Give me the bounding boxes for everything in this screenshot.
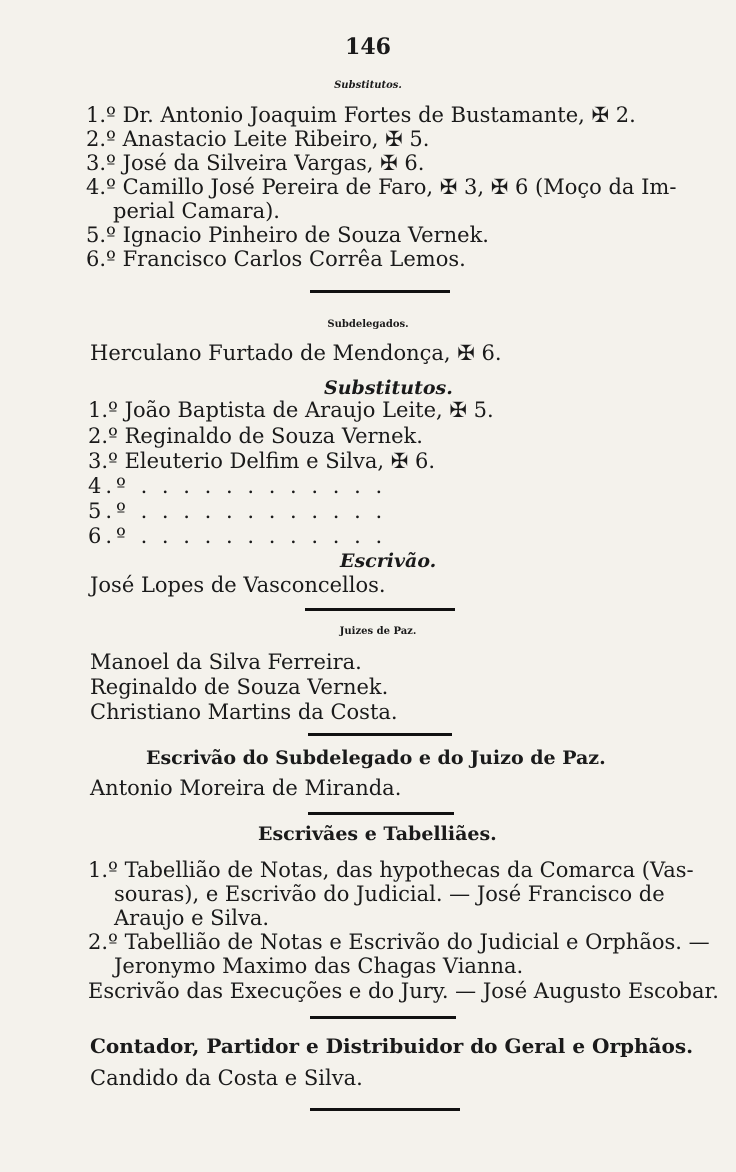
list-item: 6.º . . . . . . . . . . . . — [88, 524, 387, 548]
escrivaes-heading: Escrivães e Tabelliães. — [258, 823, 497, 845]
substitutos-heading: Substitutos. — [324, 377, 453, 399]
list-item: 2.º Tabellião de Notas e Escrivão do Judicial e Orphãos. — — [88, 930, 710, 954]
subdelegado-name: Herculano Furtado de Mendonça, ✠ 6. — [90, 341, 502, 365]
list-item: perial Camara). — [113, 199, 280, 223]
list-item: Reginaldo de Souza Vernek. — [90, 675, 389, 699]
section-divider — [305, 608, 455, 611]
escrivao-name: José Lopes de Vasconcellos. — [90, 573, 386, 597]
section-divider — [308, 733, 452, 736]
list-item: 2.º Anastacio Leite Ribeiro, ✠ 5. — [86, 127, 430, 151]
section-divider — [310, 1016, 456, 1019]
escrivao-subdelegado-heading: Escrivão do Subdelegado e do Juizo de Paz. — [146, 747, 606, 769]
list-item: 6.º Francisco Carlos Corrêa Lemos. — [86, 247, 466, 271]
list-item: Jeronymo Maximo das Chagas Vianna. — [114, 954, 524, 978]
list-item: 3.º José da Silveira Vargas, ✠ 6. — [86, 151, 425, 175]
list-item: 1.º Tabellião de Notas, das hypothecas da Comarca (Vas- — [88, 858, 694, 882]
escrivao-subdelegado-name: Antonio Moreira de Miranda. — [90, 776, 402, 800]
list-item: 1.º Dr. Antonio Joaquim Fortes de Bustamante, ✠ 2. — [86, 103, 636, 127]
contador-name: Candido da Costa e Silva. — [90, 1066, 363, 1090]
list-item: 2.º Reginaldo de Souza Vernek. — [88, 424, 423, 448]
substitutos-heading: Substitutos. — [334, 80, 402, 91]
list-item: 4.º . . . . . . . . . . . . — [88, 474, 387, 498]
list-item: 1.º João Baptista de Araujo Leite, ✠ 5. — [88, 398, 494, 422]
list-item: 4.º Camillo José Pereira de Faro, ✠ 3, ✠ 6 (Moço da Im- — [86, 175, 677, 199]
list-item: Christiano Martins da Costa. — [90, 700, 398, 724]
section-divider — [308, 812, 454, 815]
section-divider — [310, 1108, 460, 1111]
list-item: Manoel da Silva Ferreira. — [90, 650, 362, 674]
escrivao-heading: Escrivão. — [340, 550, 437, 572]
list-item: 3.º Eleuterio Delfim e Silva, ✠ 6. — [88, 449, 436, 473]
juizes-heading: Juizes de Paz. — [339, 626, 417, 637]
section-divider — [310, 290, 450, 293]
page-number: 146 — [345, 34, 391, 60]
list-item: Escrivão das Execuções e do Jury. — José Augusto Escobar. — [88, 979, 719, 1003]
subdelegados-heading: Subdelegados. — [327, 319, 409, 330]
list-item: souras), e Escrivão do Judicial. — José Francisco de — [114, 882, 665, 906]
contador-heading: Contador, Partidor e Distribuidor do Geral e Orphãos. — [90, 1034, 694, 1058]
list-item: Araujo e Silva. — [114, 906, 270, 930]
list-item: 5.º Ignacio Pinheiro de Souza Vernek. — [86, 223, 489, 247]
list-item: 5.º . . . . . . . . . . . . — [88, 499, 387, 523]
